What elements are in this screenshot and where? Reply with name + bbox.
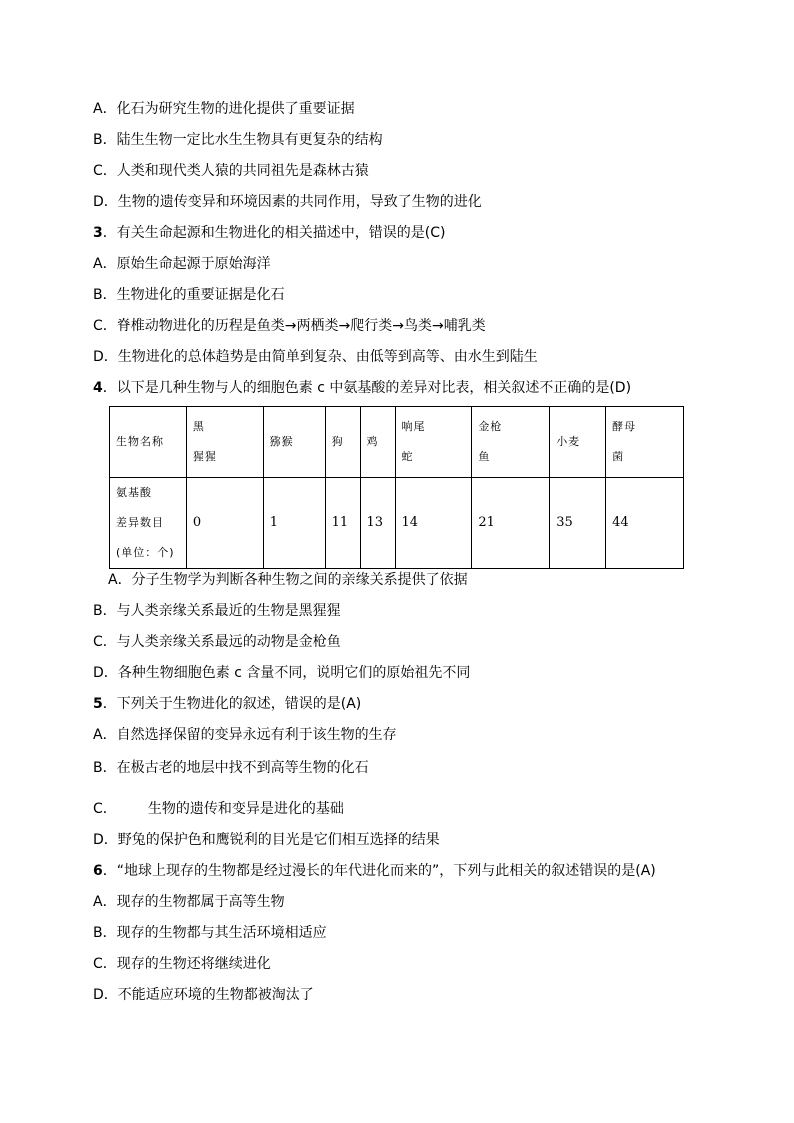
value-cell: 35 <box>550 478 606 569</box>
species-name-line2: 菌 <box>612 450 625 463</box>
value-cell: 0 <box>186 478 263 569</box>
question-5-option-d: D．野兔的保护色和鹰锐利的目光是它们相互选择的结果 <box>93 832 440 848</box>
question-3-option-d: D．生物进化的总体趋势是由简单到复杂、由低等到高等、由水生到陆生 <box>93 349 538 365</box>
question-6-stem <box>93 862 656 880</box>
species-name: 小麦 <box>556 435 581 448</box>
species-name-line1: 金枪 <box>478 420 503 433</box>
species-name: 鸡 <box>366 435 379 448</box>
question-3-number: 3 <box>93 225 103 241</box>
question-5-option-c: C． 生物的遗传和变异是进化的基础 <box>93 801 344 817</box>
question-4-option-a: A．分子生物学为判断各种生物之间的亲缘关系提供了依据 <box>108 572 468 588</box>
species-name: 猕猴 <box>269 435 294 448</box>
question-5-number: 5 <box>93 696 103 712</box>
species-name-line1: 酵母 <box>612 420 637 433</box>
question-4-option-b: B．与人类亲缘关系最近的生物是黑猩猩 <box>93 603 341 619</box>
question-4-option-d: D．各种生物细胞色素 c 含量不同，说明它们的原始祖先不同 <box>93 665 471 681</box>
row-label-cell <box>110 478 187 569</box>
question-5-stem <box>93 695 361 713</box>
question-6-text: ．“地球上现存的生物都是经过漫长的年代进化而来的”，下列与此相关的叙述错误的是(A) <box>102 863 656 879</box>
species-cell <box>550 407 606 478</box>
species-name-line1: 黑 <box>192 420 205 433</box>
question-3-option-a: A．原始生命起源于原始海洋 <box>93 256 271 272</box>
value-cell: 1 <box>263 478 325 569</box>
question-3-option-c: C．脊椎动物进化的历程是鱼类→两栖类→爬行类→鸟类→哺乳类 <box>93 318 486 334</box>
question-3-option-b: B．生物进化的重要证据是化石 <box>93 287 285 303</box>
question-3-text: ．有关生命起源和生物进化的相关描述中，错误的是(C) <box>102 225 446 241</box>
option-c-prev: C．人类和现代类人猿的共同祖先是森林古猿 <box>93 163 369 179</box>
species-name-line1: 响尾 <box>401 420 426 433</box>
species-cell <box>472 407 550 478</box>
header-label-cell: 生物名称 <box>110 407 187 478</box>
table-header-row <box>110 407 684 478</box>
species-name: 狗 <box>331 435 344 448</box>
species-cell <box>186 407 263 478</box>
species-cell <box>325 407 360 478</box>
species-name-line2: 鱼 <box>478 450 491 463</box>
value-cell: 21 <box>472 478 550 569</box>
question-5-option-b: B．在极古老的地层中找不到高等生物的化石 <box>93 760 369 776</box>
question-6-option-c: C．现存的生物还将继续进化 <box>93 956 271 972</box>
species-name-line2: 蛇 <box>401 450 414 463</box>
row-label-line2: 差异数目 <box>116 516 164 529</box>
cytochrome-c-table <box>109 406 684 569</box>
row-label-line3: (单位：个) <box>116 546 175 559</box>
question-4-text: ．以下是几种生物与人的细胞色素 c 中氨基酸的差异对比表，相关叙述不正确的是(D) <box>102 380 632 396</box>
value-cell: 44 <box>606 478 684 569</box>
species-cell <box>395 407 472 478</box>
question-6-option-b: B．现存的生物都与其生活环境相适应 <box>93 925 327 941</box>
table-value-row <box>110 478 684 569</box>
row-label-line1: 氨基酸 <box>116 486 152 499</box>
value-cell: 14 <box>395 478 472 569</box>
question-5-text: ．下列关于生物进化的叙述，错误的是(A) <box>102 696 362 712</box>
species-name-line2: 猩猩 <box>192 450 217 463</box>
option-d-prev: D．生物的遗传变异和环境因素的共同作用，导致了生物的进化 <box>93 194 482 210</box>
species-cell <box>360 407 395 478</box>
question-4-number: 4 <box>93 380 103 396</box>
question-5-option-a: A．自然选择保留的变异永远有利于该生物的生存 <box>93 727 397 743</box>
question-6-option-d: D．不能适应环境的生物都被淘汰了 <box>93 987 314 1003</box>
value-cell: 13 <box>360 478 395 569</box>
species-cell <box>263 407 325 478</box>
option-a-prev: A．化石为研究生物的进化提供了重要证据 <box>93 101 355 117</box>
question-3-stem <box>93 224 445 242</box>
question-6-option-a: A．现存的生物都属于高等生物 <box>93 894 285 910</box>
question-6-number: 6 <box>93 863 103 879</box>
question-4-option-c: C．与人类亲缘关系最远的动物是金枪鱼 <box>93 634 341 650</box>
option-b-prev: B．陆生生物一定比水生生物具有更复杂的结构 <box>93 132 383 148</box>
value-cell: 11 <box>325 478 360 569</box>
species-cell <box>606 407 684 478</box>
question-4-stem <box>93 379 631 397</box>
